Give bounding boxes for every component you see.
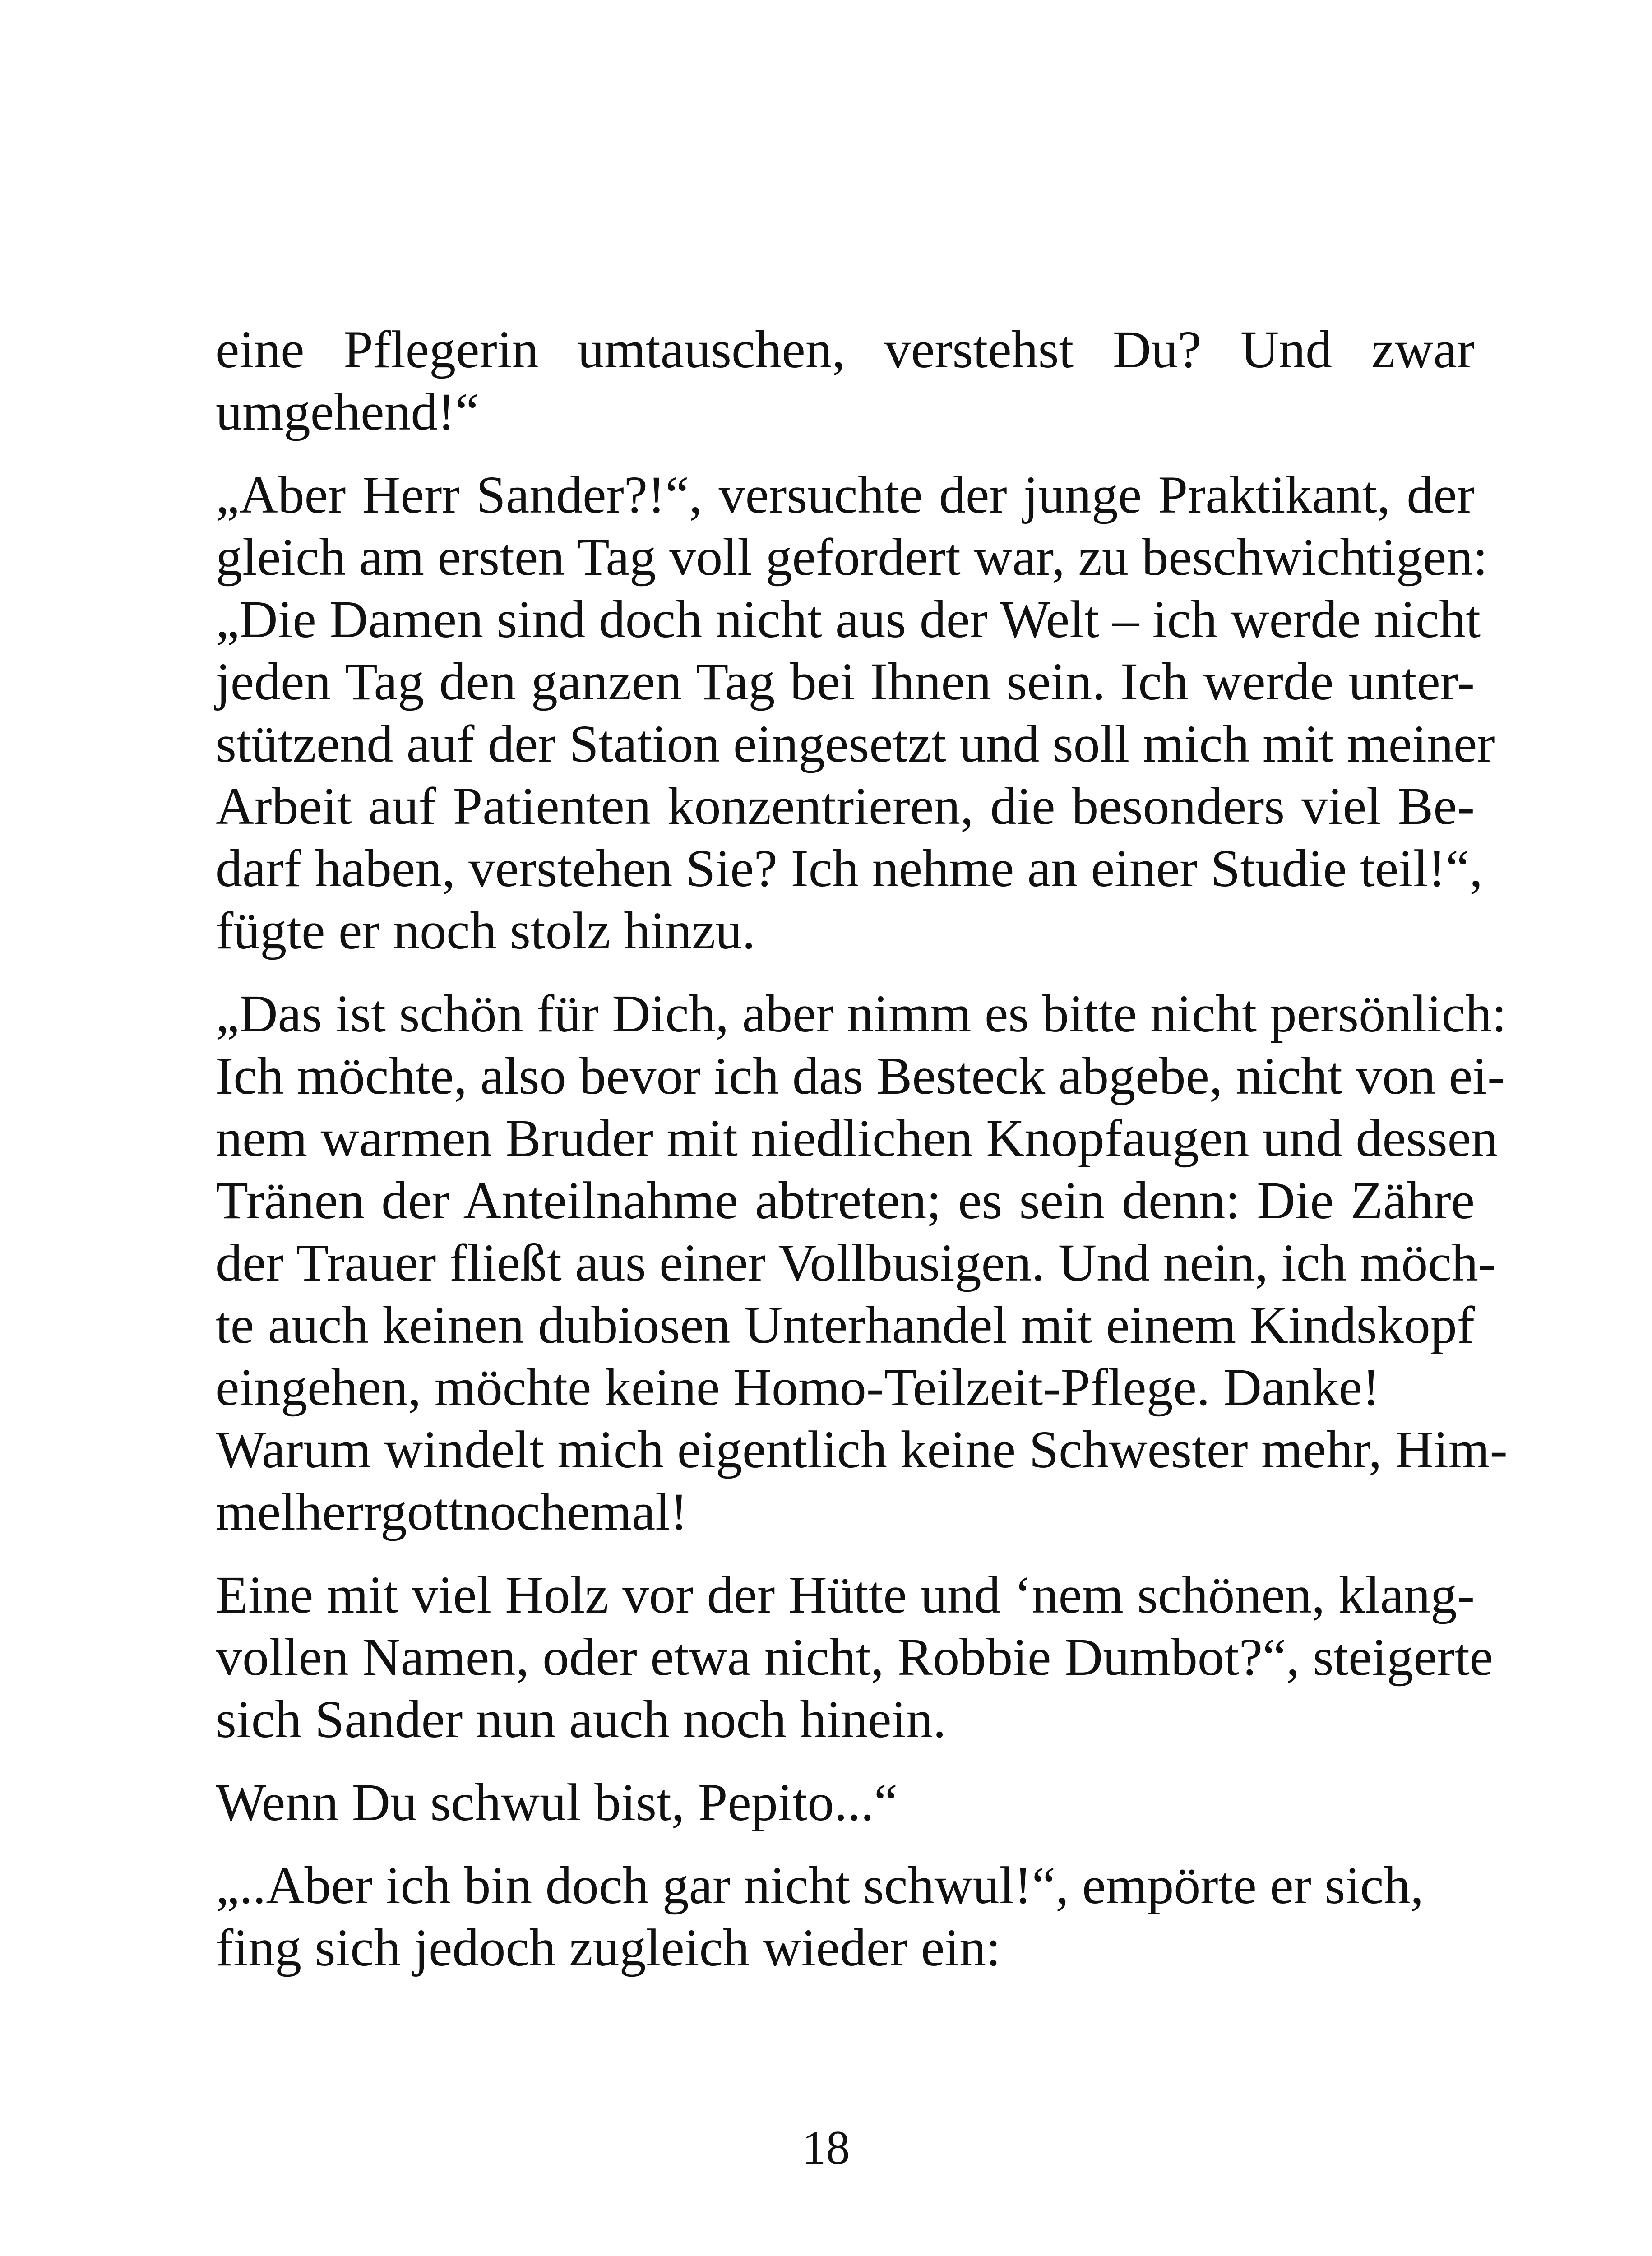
- text-line: Ich möchte, also bevor ich das Besteck abgebe, nicht von ei-: [216, 1046, 1505, 1105]
- text-line: gleich am ersten Tag voll gefordert war, zu beschwichtigen:: [216, 527, 1488, 587]
- paragraph: [216, 464, 1495, 962]
- paragraph: [216, 319, 1475, 443]
- text-line: vollen Namen, oder etwa nicht, Robbie Dumbot?“, steigerte: [216, 1627, 1494, 1687]
- text-line: stützend auf der Station eingesetzt und soll mich mit meiner: [216, 714, 1495, 773]
- text-line: „Das ist schön für Dich, aber nimm es bitte nicht persönlich:: [216, 984, 1507, 1043]
- body-text: [216, 319, 1508, 1979]
- text-line: Arbeit auf Patienten konzentrieren, die besonders viel Be-: [216, 777, 1475, 836]
- paragraph: [216, 1854, 1475, 1979]
- text-line: „Aber Herr Sander?!“, versuchte der junge Praktikant, der: [216, 465, 1475, 524]
- text-line: „Die Damen sind doch nicht aus der Welt – ich werde nicht: [216, 590, 1481, 649]
- text-line: Tränen der Anteilnahme abtreten; es sein denn: Die Zähre: [216, 1171, 1475, 1230]
- page-number: 18: [802, 2121, 850, 2174]
- paragraph: [216, 983, 1508, 1543]
- text-line: nem warmen Bruder mit niedlichen Knopfaugen und dessen: [216, 1109, 1498, 1168]
- text-line: Wenn Du schwul bist, Pepito...“: [216, 1773, 898, 1832]
- paragraph: [216, 1771, 1475, 1834]
- text-line: Eine mit viel Holz vor der Hütte und ‘nem schönen, klang-: [216, 1565, 1475, 1624]
- text-line: der Trauer fließt aus einer Vollbusigen. Und nein, ich möch-: [216, 1233, 1496, 1292]
- paragraph: [216, 1564, 1494, 1751]
- text-line: te auch keinen dubiosen Unterhandel mit einem Kindskopf: [216, 1295, 1475, 1355]
- text-line: jeden Tag den ganzen Tag bei Ihnen sein. Ich werde unter-: [216, 652, 1475, 711]
- text-line: eingehen, möchte keine Homo-Teilzeit-Pflege. Danke!: [216, 1358, 1380, 1417]
- text-line: „..Aber ich bin doch gar nicht schwul!“, empörte er sich,: [216, 1856, 1424, 1915]
- text-line: umgehend!“: [216, 382, 479, 441]
- text-line: eine Pflegerin umtauschen, verstehst Du? Und zwar: [216, 320, 1475, 379]
- text-line: fügte er noch stolz hinzu.: [216, 901, 756, 960]
- text-line: darf haben, verstehen Sie? Ich nehme an einer Studie teil!“,: [216, 839, 1483, 898]
- text-line: Warum windelt mich eigentlich keine Schwester mehr, Him-: [216, 1420, 1508, 1479]
- text-line: sich Sander nun auch noch hinein.: [216, 1690, 946, 1749]
- text-line: fing sich jedoch zugleich wieder ein:: [216, 1918, 1001, 1977]
- text-line: melherrgottnochemal!: [216, 1482, 688, 1541]
